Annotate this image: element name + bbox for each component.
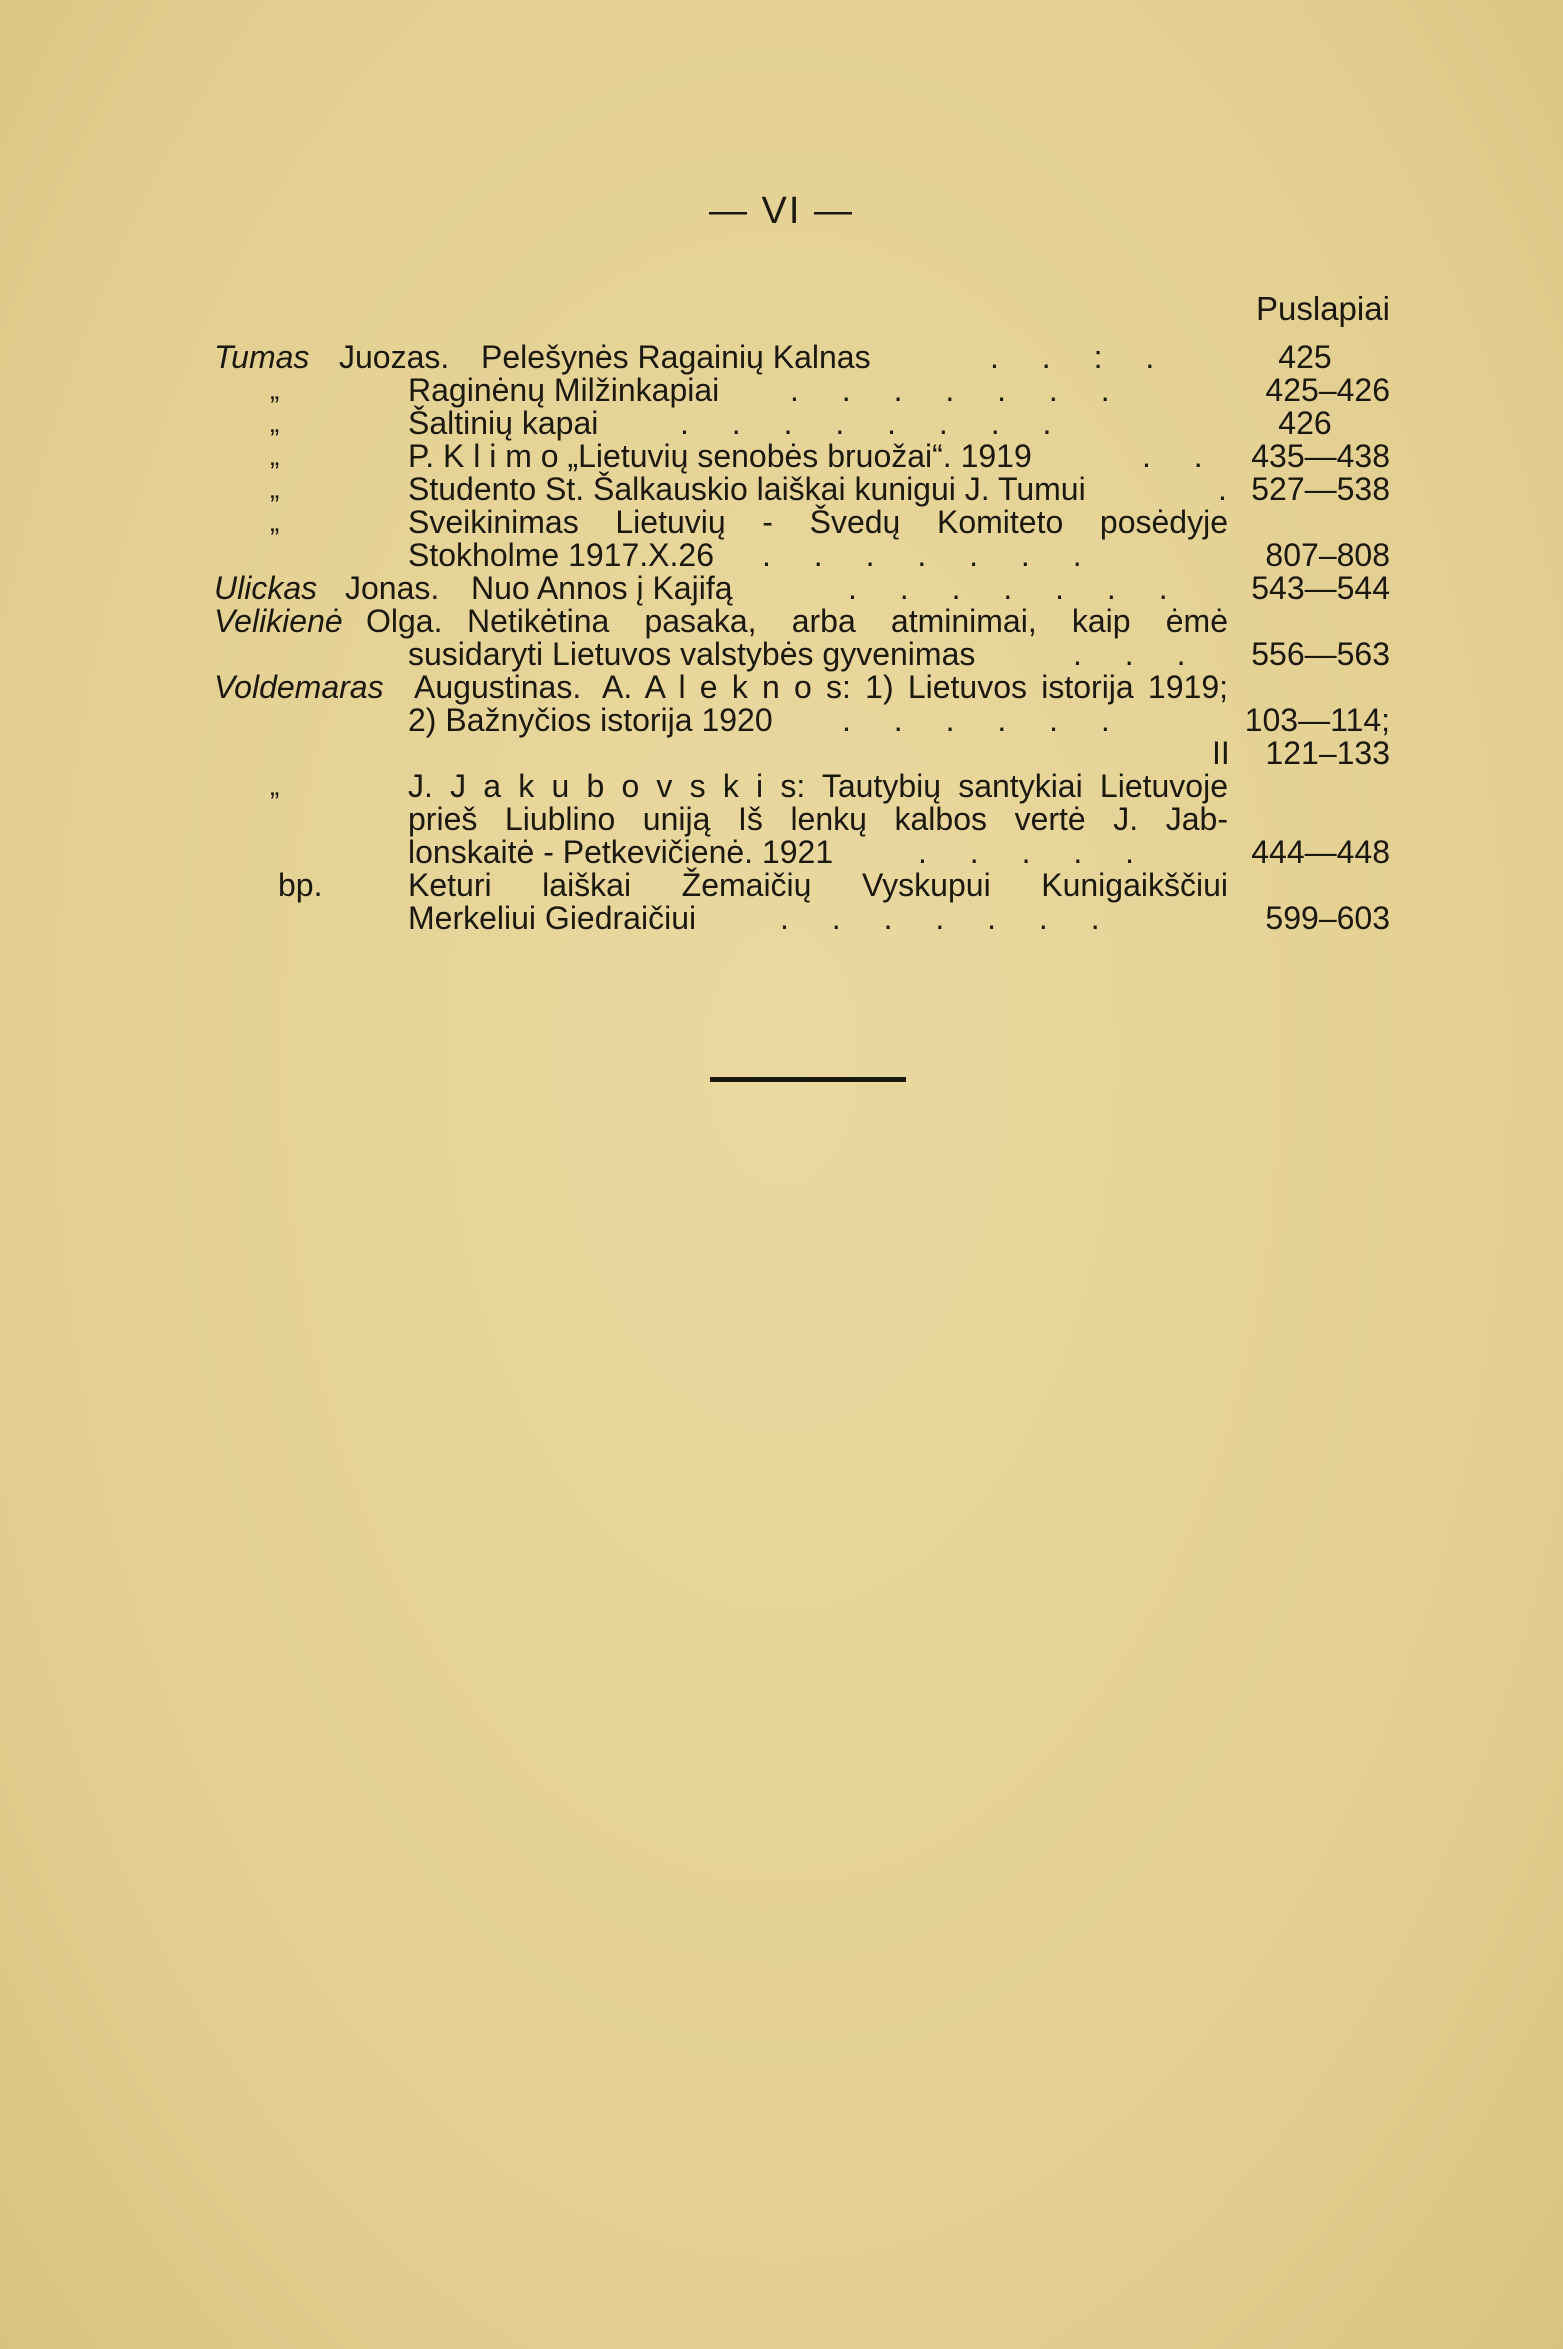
leader-dots: . — [1218, 471, 1227, 507]
page-range: 425 — [1278, 339, 1332, 375]
author-first-name: Olga. — [366, 603, 443, 639]
pages-column-header: Puslapiai — [1256, 290, 1390, 327]
ditto-mark: „ — [270, 407, 280, 438]
leader-dots: . . : . — [990, 339, 1172, 375]
author-first-name: Augustinas. — [414, 669, 582, 705]
author-first-name: Juozas. — [339, 339, 450, 375]
leader-dots: . . . . . . . — [848, 570, 1185, 606]
entry-title-line-1: J. J a k u b o v s k i s: Tautybių santykiai Lietuvoje — [408, 768, 1228, 804]
author-surname: Tumas — [214, 339, 310, 375]
entry-title-line-1: Netikėtina pasaka, arba atminimai, kaip ėmė — [467, 603, 1228, 639]
leader-dots: . . . . . . . — [780, 900, 1117, 936]
page-range: 556—563 — [1251, 636, 1390, 672]
author-surname: Voldemaras — [214, 669, 384, 705]
ditto-mark: „ — [270, 374, 280, 405]
leader-dots: . . . . . . . — [762, 537, 1099, 573]
page-range-2: 121–133 — [1265, 735, 1390, 771]
leader-dots: . . . . . . . . — [680, 405, 1069, 441]
leader-dots: . . . . . . . — [790, 372, 1127, 408]
leader-dots: . . . — [1073, 636, 1203, 672]
entry-title-line-2: susidaryti Lietuvos valstybės gyvenimas — [408, 636, 976, 672]
entry-title-line-2: 2) Bažnyčios istorija 1920 — [408, 702, 773, 738]
leader-dots: . . . . . — [918, 834, 1152, 870]
author-first-name: Jonas. — [345, 570, 440, 606]
entry-title: Pelešynės Ragainių Kalnas — [481, 339, 871, 375]
page-range: 543—544 — [1251, 570, 1390, 606]
entry-title-line-1: Sveikinimas Lietuvių - Švedų Komiteto posėdyje — [408, 504, 1228, 540]
entry-title: Raginėnų Milžinkapiai — [408, 372, 720, 408]
entry-title: Studento St. Šalkauskio laiškai kunigui J. Tumui — [408, 471, 1086, 507]
entry-title-line-1: A. A l e k n o s: 1) Lietuvos istorija 1919; — [602, 669, 1228, 705]
ditto-mark: „ — [270, 506, 280, 537]
page-range: 425–426 — [1265, 372, 1390, 408]
entry-prefix: bp. — [278, 867, 323, 903]
entry-title-line-1: Keturi laiškai Žemaičių Vyskupui Kunigaikščiui — [408, 867, 1228, 903]
author-surname: Velikienė — [214, 603, 343, 639]
entry-title: P. K l i m o „Lietuvių senobės bruožai“. 1919 — [408, 438, 1032, 474]
page-number: — VI — — [708, 190, 855, 232]
leader-dots: . . — [1142, 438, 1220, 474]
end-rule — [710, 1077, 906, 1082]
ditto-mark: „ — [270, 440, 280, 471]
part-number: II — [1212, 735, 1230, 771]
page-range: 807–808 — [1265, 537, 1390, 573]
entry-title-line-3: lonskaitė - Petkevičienė. 1921 — [408, 834, 834, 870]
ditto-mark: „ — [270, 473, 280, 504]
entry-title: Nuo Annos į Kajifą — [471, 570, 733, 606]
page-range: 435—438 — [1251, 438, 1390, 474]
page-range: 599–603 — [1265, 900, 1390, 936]
entry-title-line-2: Stokholme 1917.X.26 — [408, 537, 714, 573]
page-range: 444—448 — [1251, 834, 1390, 870]
entry-title-line-2: prieš Liublino uniją Iš lenkų kalbos vertė J. Jab- — [408, 801, 1228, 837]
ditto-mark: „ — [270, 770, 280, 801]
page-range: 103—114; — [1244, 702, 1390, 738]
author-surname: Ulickas — [214, 570, 318, 606]
leader-dots: . . . . . . — [842, 702, 1127, 738]
entry-title-line-2: Merkeliui Giedraičiui — [408, 900, 697, 936]
entry-title: Šaltinių kapai — [408, 405, 599, 441]
page-range: 426 — [1278, 405, 1332, 441]
page-range: 527—538 — [1251, 471, 1390, 507]
